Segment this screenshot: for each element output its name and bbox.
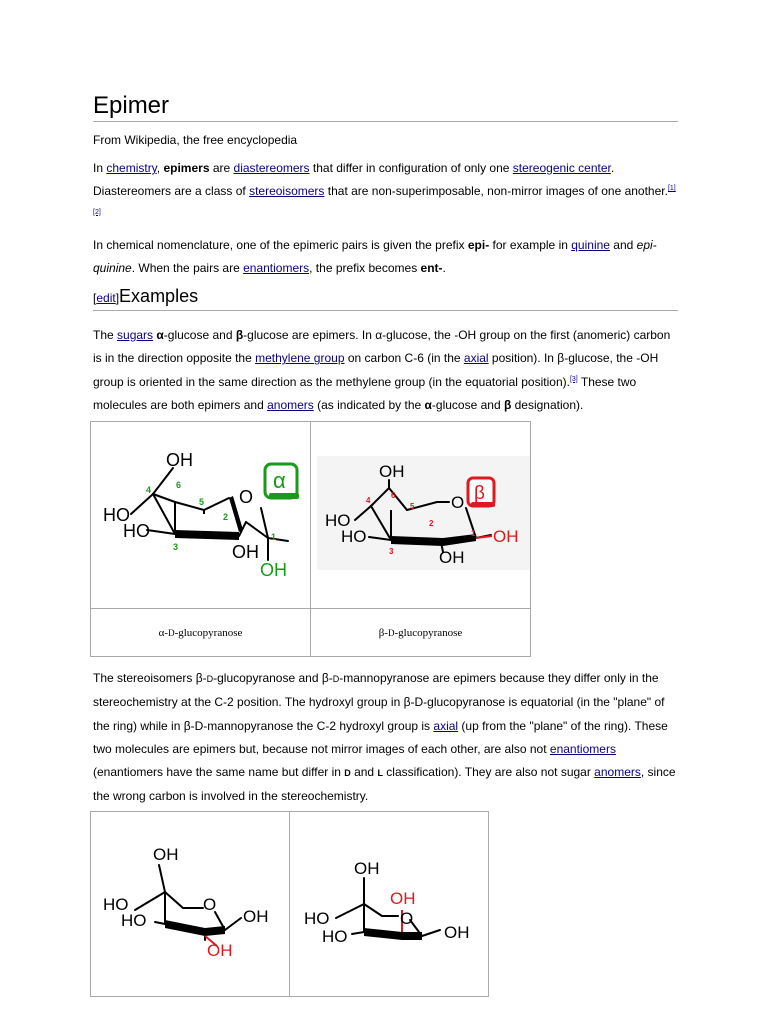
ho-label-1: HO bbox=[103, 505, 130, 525]
carbon-number-3: 3 bbox=[173, 542, 179, 552]
text: for example in bbox=[489, 238, 572, 252]
reference-1[interactable]: [1] bbox=[667, 185, 676, 193]
glucopyranose-cell bbox=[91, 812, 290, 997]
intro-paragraph-2 bbox=[93, 234, 678, 281]
beta-glucopyranose-structure bbox=[91, 812, 289, 991]
link-quinine[interactable]: quinine bbox=[571, 238, 610, 252]
text: -glucose and bbox=[431, 397, 504, 412]
text: . Diastereomers are a class of bbox=[93, 161, 615, 199]
link-anomers[interactable]: anomers bbox=[267, 397, 314, 412]
text: position). In β-glucose, the -OH group is oriented in the same direction as the methylene group (in the equatorial position). bbox=[93, 351, 659, 389]
alpha-symbol: α bbox=[424, 397, 432, 412]
carbon-number-1: 1 bbox=[471, 529, 476, 538]
text: designation). bbox=[511, 397, 584, 412]
bracket: ] bbox=[115, 291, 120, 305]
link-methylene-group[interactable]: methylene group bbox=[255, 351, 345, 366]
beta-badge-label: β bbox=[474, 483, 485, 504]
page-title: Epimer bbox=[93, 92, 170, 119]
link-axial[interactable]: axial bbox=[433, 718, 459, 733]
alpha-symbol: α bbox=[156, 328, 164, 342]
carbon-number-4: 4 bbox=[366, 496, 371, 505]
ho-label-2: HO bbox=[121, 911, 147, 930]
bracket: [ bbox=[93, 291, 97, 305]
caption-text: β- bbox=[378, 626, 388, 639]
text: are bbox=[209, 161, 234, 175]
small-caps-d: D bbox=[206, 674, 214, 684]
beta-glucose-cell bbox=[311, 422, 531, 609]
ring-oxygen-label: O bbox=[239, 487, 254, 507]
edit-link[interactable]: edit bbox=[96, 291, 116, 305]
epimer-figure-table bbox=[90, 811, 489, 997]
carbon-number-2: 2 bbox=[223, 512, 229, 522]
carbon-number-6: 6 bbox=[176, 480, 182, 490]
text: (as indicated by the bbox=[313, 397, 425, 412]
section-title: Examples bbox=[119, 286, 199, 306]
text: These two molecules are both epimers and bbox=[93, 374, 637, 412]
section-divider bbox=[93, 310, 678, 311]
small-caps-d: D bbox=[344, 768, 351, 779]
text: that differ in configuration of only one bbox=[309, 161, 513, 175]
alpha-caption bbox=[91, 609, 311, 657]
text: In chemical nomenclature, one of the epimeric pairs is given the prefix bbox=[93, 238, 468, 252]
small-caps-l: L bbox=[377, 768, 383, 779]
text: The stereoisomers β- bbox=[93, 671, 207, 685]
text: , since the wrong carbon is involved in the stereochemistry. bbox=[93, 765, 676, 804]
link-sugars[interactable]: sugars bbox=[117, 328, 154, 342]
link-enantiomers[interactable]: enantiomers bbox=[243, 261, 310, 276]
text: (enantiomers have the same name but differ in bbox=[93, 765, 345, 780]
text: that are non-superimposable, non-mirror images of one another. bbox=[324, 184, 668, 199]
beta-glucopyranose-structure bbox=[311, 422, 530, 603]
oh-top-label: OH bbox=[354, 859, 380, 878]
link-diastereomers[interactable]: diastereomers bbox=[233, 161, 310, 175]
oh-top-label: OH bbox=[379, 462, 405, 481]
link-chemistry[interactable]: chemistry bbox=[106, 161, 157, 175]
text: In bbox=[93, 161, 107, 175]
carbon-number-5: 5 bbox=[410, 502, 415, 511]
ho-label-1: HO bbox=[325, 511, 351, 530]
link-enantiomers[interactable]: enantiomers bbox=[549, 741, 616, 756]
text: The bbox=[93, 328, 118, 342]
text: (up from the "plane" of the ring). These two molecules are epimers but, because not mirror images of each other, are also not bbox=[93, 718, 668, 756]
text: , the prefix becomes bbox=[309, 261, 421, 276]
ring-oxygen-label: O bbox=[400, 909, 414, 928]
text: classification). They are also not sugar bbox=[382, 765, 595, 780]
oh-bottom-label-1: OH bbox=[232, 542, 259, 562]
ho-label-1: HO bbox=[304, 909, 330, 928]
text: -glucopyranose and β- bbox=[213, 671, 333, 685]
oh-top-label: OH bbox=[166, 450, 193, 470]
ho-label-1: HO bbox=[103, 895, 129, 914]
text: . When the pairs are bbox=[131, 261, 244, 276]
text: and bbox=[609, 238, 637, 252]
intro-paragraph-1 bbox=[93, 157, 678, 227]
alpha-badge-shadow bbox=[269, 493, 299, 499]
ho-label-2: HO bbox=[123, 521, 150, 541]
beta-symbol: β bbox=[235, 328, 244, 342]
oh-red-label: OH bbox=[207, 941, 233, 960]
oh-top-label: OH bbox=[153, 845, 179, 864]
link-anomers[interactable]: anomers bbox=[594, 765, 641, 780]
mannopyranose-cell bbox=[290, 812, 489, 997]
carbon-number-4: 4 bbox=[146, 485, 152, 495]
ring-oxygen-label: O bbox=[203, 895, 217, 914]
caption-text: α- bbox=[158, 626, 169, 639]
examples-paragraph-2 bbox=[93, 667, 678, 809]
text: -glucose and bbox=[163, 328, 236, 342]
oh-right-label: OH bbox=[444, 923, 470, 942]
reference-2[interactable]: [2] bbox=[93, 208, 101, 216]
carbon-number-1: 1 bbox=[271, 532, 277, 542]
oh-red-label: OH bbox=[390, 889, 416, 908]
text: and bbox=[350, 765, 378, 780]
caption-d: D bbox=[387, 627, 395, 638]
carbon-number-3: 3 bbox=[389, 547, 394, 556]
text: , bbox=[156, 161, 164, 175]
page-subtitle: From Wikipedia, the free encyclopedia bbox=[93, 133, 298, 147]
reference-3[interactable]: [3] bbox=[569, 375, 578, 383]
alpha-glucose-cell bbox=[91, 422, 311, 609]
term-epimers: epimers bbox=[163, 161, 210, 175]
beta-symbol: β bbox=[503, 397, 512, 412]
caption-text: -glucopyranose bbox=[394, 626, 463, 639]
small-caps-d: D bbox=[332, 674, 340, 684]
text: . bbox=[442, 261, 446, 276]
oh-bottom-label-2: OH bbox=[260, 560, 287, 580]
beta-mannopyranose-structure bbox=[290, 812, 488, 991]
oh-right-label: OH bbox=[493, 527, 519, 546]
examples-paragraph-1 bbox=[93, 324, 678, 417]
oh-bottom-label: OH bbox=[439, 548, 465, 567]
caption-d: D bbox=[168, 627, 175, 638]
ho-label-2: HO bbox=[322, 927, 348, 946]
text: -mannopyranose are epimers because they differ only in the stereochemistry at the C-2 position. The hydroxyl group in β-D-glucopyranose is equatorial (in the "plane" of the ring) while in β-D-mannopyranose the C-2 hydroxyl group is bbox=[93, 671, 665, 733]
text: -glucose are epimers. In α-glucose, the -OH group on the first (anomeric) carbon is in the direction opposite the bbox=[93, 328, 671, 366]
ring-oxygen-label: O bbox=[451, 493, 465, 512]
title-divider bbox=[93, 121, 678, 122]
section-heading-examples bbox=[93, 286, 198, 307]
link-axial[interactable]: axial bbox=[463, 351, 489, 366]
carbon-number-6: 6 bbox=[391, 491, 396, 500]
alpha-badge-label: α bbox=[273, 468, 286, 493]
carbon-number-5: 5 bbox=[199, 497, 205, 507]
text: on carbon C-6 (in the bbox=[344, 351, 464, 366]
prefix-epi: epi- bbox=[467, 238, 490, 252]
beta-caption bbox=[311, 609, 531, 657]
oh-right-label: OH bbox=[243, 907, 269, 926]
ho-label-2: HO bbox=[341, 527, 367, 546]
link-stereogenic-center[interactable]: stereogenic center bbox=[512, 161, 611, 175]
caption-text: -glucopyranose bbox=[174, 626, 243, 639]
carbon-number-2: 2 bbox=[429, 519, 434, 528]
link-stereoisomers[interactable]: stereoisomers bbox=[249, 184, 325, 199]
edit-section bbox=[93, 291, 119, 305]
alpha-glucopyranose-structure bbox=[91, 422, 310, 603]
prefix-ent: ent- bbox=[420, 261, 443, 276]
anomer-figure-table bbox=[90, 421, 531, 657]
term-epi-quinine: epi-quinine bbox=[93, 238, 657, 276]
